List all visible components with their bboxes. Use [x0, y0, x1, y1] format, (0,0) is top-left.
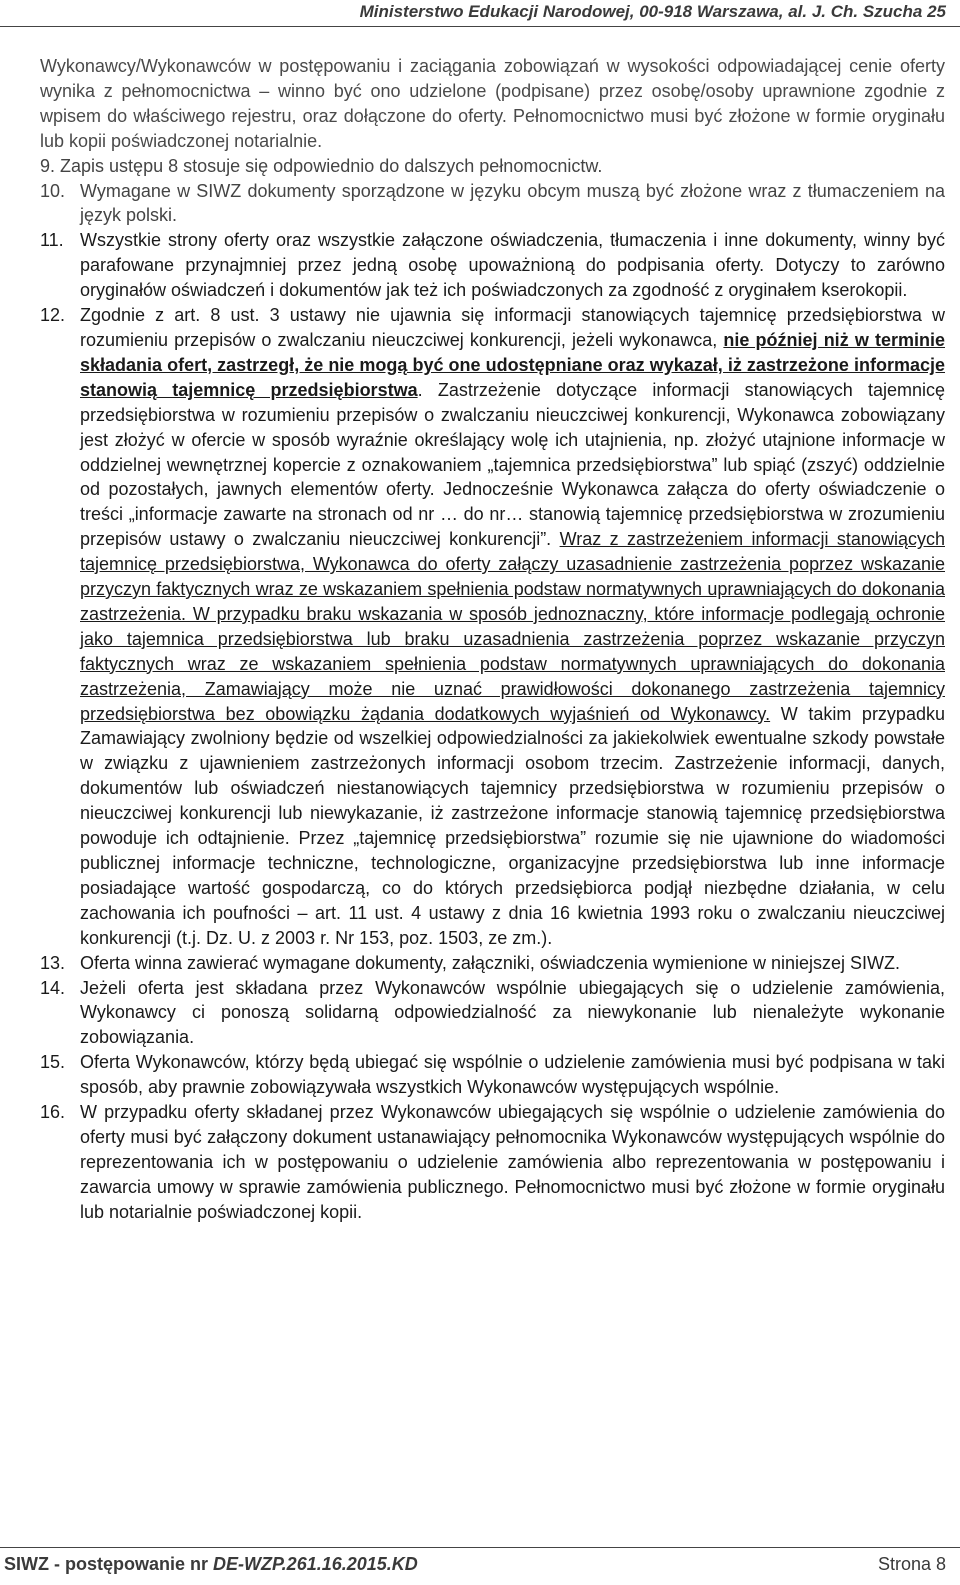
document-body: [40, 54, 945, 1225]
item-number: 13.: [40, 952, 66, 973]
list-item-14: [40, 976, 945, 1051]
intro-text-1: Wykonawcy/Wykonawców w postępowaniu i zaciągania zobowiązań w wysokości odpowiadającej cenie oferty wynika z pełnomocnictwa – winno być ono udzielone (podpisane) przez osobę/osoby uprawnione zgodnie z wpisem do właściwego rejestru, oraz dołączone do oferty.: [40, 56, 945, 126]
item-number: 15.: [40, 1052, 66, 1073]
header-address: Ministerstwo Edukacji Narodowej, 00-918 Warszawa, al. J. Ch. Szucha 25: [359, 2, 946, 21]
item-text: W przypadku oferty składanej przez Wykonawców ubiegających się wspólnie o udzielenie zamówienia do oferty musi być załączony dokument ustanawiający pełnomocnika Wykonawców występujących wspólnie do reprezentowania ich w postępowaniu o udzielenie zamówienia albo reprezentowania w postępowaniu i zawarcia umowy w sprawie zamówienia publicznego. Pełnomocnictwo musi być złożone w formie oryginału lub notarialnie poświadczonej kopii.: [80, 1102, 945, 1222]
item-text: Zapis ustępu 8 stosuje się odpowiednio do dalszych pełnomocnictw.: [60, 155, 603, 176]
list-item-12: [40, 303, 945, 951]
item-number: 11.: [40, 230, 64, 251]
item-number: 9.: [40, 155, 56, 176]
list-item-11: [40, 228, 945, 303]
list-item-15: [40, 1050, 945, 1100]
item-text-underlined: Wraz z zastrzeżeniem informacji stanowiących tajemnicę przedsiębiorstwa, Wykonawca do oferty załączy uzasadnienie zastrzeżenia poprzez wskazanie przyczyn faktycznych wraz ze wskazaniem spełnienia podstaw normatywnych uprawniających do dokonania zastrzeżenia. W przypadku braku wskazania w sposób jednoznaczny, które informacje podlegają ochronie jako tajemnica przedsiębiorstwa lub braku uzasadnienia zastrzeżenia poprzez wskazanie przyczyn faktycznych wraz ze wskazaniem spełnienia podstaw normatywnych uprawniających do dokonania zastrzeżenia, Zamawiający może nie uznać prawidłowości dokonanego zastrzeżenia tajemnicy przedsiębiorstwa bez obowiązku żądania dodatkowych wyjaśnień od Wykonawcy.: [80, 529, 945, 724]
intro-paragraph: [40, 54, 945, 154]
item-text: Wymagane w SIWZ dokumenty sporządzone w języku obcym muszą być złożone wraz z tłumaczeniem na język polski.: [80, 180, 945, 226]
item-number: 12.: [40, 305, 66, 326]
footer-prefix: SIWZ - postępowanie nr: [4, 1554, 214, 1574]
item-number: 10.: [40, 180, 66, 201]
item-text: Oferta Wykonawców, którzy będą ubiegać się wspólnie o udzielenie zamówienia musi być podpisana w taki sposób, aby prawnie zobowiązywała wszystkich Wykonawców występujących wspólnie.: [80, 1052, 945, 1098]
list-item-10: [40, 179, 945, 229]
intro-text-2: Pełnomocnictwo musi być złożone w formie oryginału lub kopii poświadczonej notarialnie.: [40, 105, 945, 151]
list-item-16: [40, 1100, 945, 1225]
page-header: [0, 0, 960, 27]
item-text-e: W takim przypadku Zamawiający zwolniony będzie od wszelkiej odpowiedzialności za jakiekolwiek ewentualne szkody powstałe w związku z ujawnieniem zastrzeżonych informacji osobom trzecim. Zastrzeżenie informacji, danych, dokumentów lub oświadczeń niestanowiących tajemnicy przedsiębiorstwa w rozumieniu przepisów o nieuczciwej konkurencji lub niewykazanie, iż zastrzeżone informacje stanowią tajemnicę przedsiębiorstwa powoduje ich odtajnienie. Przez „tajemnicę przedsiębiorstwa” rozumie się nie ujawnione do wiadomości publicznej informacje techniczne, technologiczne, organizacyjne przedsiębiorstwa lub inne informacje posiadające wartość gospodarczą, co do których przedsiębiorca podjął niezbędne działania, w celu zachowania ich poufności – art. 11 ust. 4 ustawy z dnia 16 kwietnia 1993 roku o zwalczaniu nieuczciwej konkurencji (t.j. Dz. U. z 2003 r. Nr 153, poz. 1503, ze zm.).: [80, 703, 945, 948]
list-item-13: [40, 951, 945, 976]
page-number: Strona 8: [877, 1554, 946, 1574]
item-text: Jeżeli oferta jest składana przez Wykonawców wspólnie ubiegających się o udzielenie zamówienia, Wykonawcy ci ponoszą solidarną odpowiedzialność za niewykonanie lub nienależyte wykonanie zobowiązania.: [80, 977, 945, 1048]
item-text-c: . Zastrzeżenie dotyczące informacji stanowiących tajemnicę przedsiębiorstwa w rozumieniu przepisów o zwalczaniu nieuczciwej konkurencji, Wykonawca zobowiązany jest złożyć w ofercie w sposób wyraźnie określający wolę ich utajnienia, np. złożyć utajnione informacje w oddzielnej wewnętrznej kopercie z oznakowaniem „tajemnica przedsiębiorstwa” lub spiąć (zszyć) oddzielnie od pozostałych, jawnych elementów oferty. Jednocześnie Wykonawca załącza do oferty oświadczenie o treści „informacje zawarte na stronach od nr … do nr… stanowią tajemnicę przedsiębiorstwa w zrozumieniu przepisów ustawy o zwalczaniu nieuczciwej konkurencji”.: [80, 379, 945, 550]
footer-doc-number: DE-WZP.261.16.2015.KD: [213, 1554, 418, 1574]
footer-reference: [4, 1554, 418, 1575]
page-footer: [0, 1547, 960, 1585]
item-number: 14.: [40, 977, 66, 998]
item-text: Oferta winna zawierać wymagane dokumenty, załączniki, oświadczenia wymienione w niniejszej SIWZ.: [80, 952, 901, 973]
item-text-a: Zgodnie z art. 8 ust. 3 ustawy nie ujawnia się informacji stanowiących tajemnicę przedsiębiorstwa w rozumieniu przepisów o zwalczaniu nieuczciwej konkurencji, jeżeli wykonawca,: [80, 305, 945, 350]
list-item-9: [40, 154, 945, 179]
item-number: 16.: [40, 1102, 66, 1123]
item-text: Wszystkie strony oferty oraz wszystkie załączone oświadczenia, tłumaczenia i inne dokumenty, winny być parafowane przynajmniej przez jedną osobę upoważnioną do podpisania oferty. Dotyczy to zarówno oryginałów oświadczeń i dokumentów jak też ich poświadczonych za zgodność z oryginałem kserokopii.: [80, 230, 945, 301]
item-text-bold-underlined: nie później niż w terminie składania ofert, zastrzegł, że nie mogą być one udostępniane oraz wykazał, iż zastrzeżone informacje stanowią tajemnicę przedsiębiorstwa: [80, 329, 945, 400]
